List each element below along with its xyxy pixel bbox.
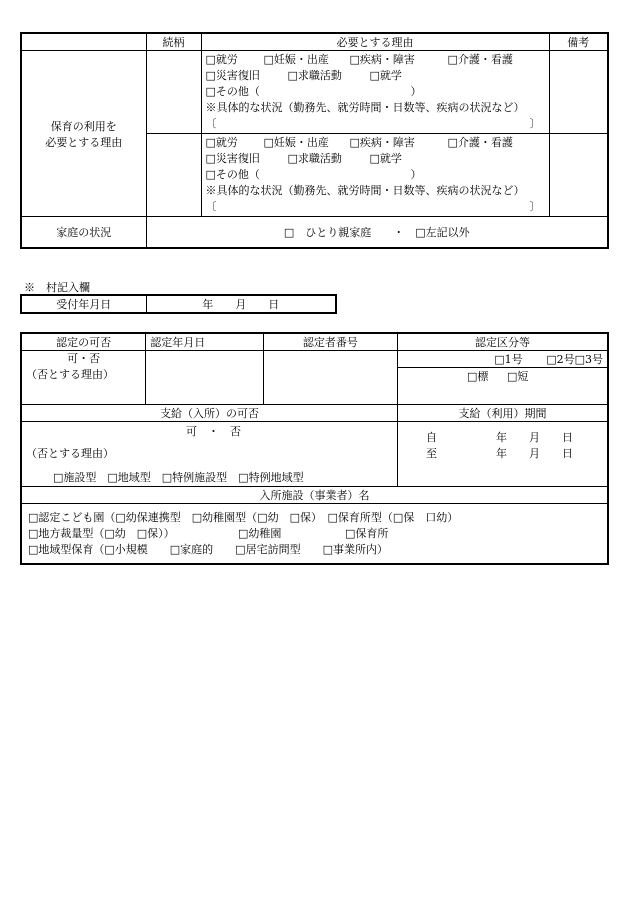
reason-header: 必要とする理由 bbox=[201, 33, 549, 51]
village-section-title: ※ 村記入欄 bbox=[24, 281, 90, 294]
category-row-2[interactable]: □標 □短 bbox=[398, 368, 608, 405]
approval-header: 認定の可否 bbox=[21, 333, 146, 351]
facility-cell[interactable]: □認定こども園（□幼保連携型 □幼稚園型（□幼 □保） □保育所型（□保 口幼） □地方裁量型（□幼 □保）） □幼稚園 □保育所 □地域型保育（□小規模 □家庭的 □居宅訪問型 □事業所内） bbox=[21, 504, 608, 564]
household-options[interactable]: □ ひとり親家庭 ・ □左記以外 bbox=[146, 217, 608, 248]
household-label: 家庭の状況 bbox=[21, 217, 146, 248]
approval-cell[interactable]: 可・否 （否とする理由） bbox=[21, 351, 146, 405]
period-header: 支給（利用）期間 bbox=[398, 405, 608, 422]
facility-header: 入所施設（事業者）名 bbox=[21, 487, 608, 504]
received-date-field[interactable]: 年 月 日 bbox=[146, 295, 336, 313]
payment-header: 支給（入所）の可否 bbox=[21, 405, 398, 422]
category-row-1[interactable]: □1号 □2号□3号 bbox=[398, 351, 608, 368]
relation-cell-1[interactable] bbox=[146, 51, 201, 134]
payment-cell[interactable]: 可 ・ 否 （否とする理由） □施設型 □地域型 □特例施設型 □特例地域型 bbox=[21, 422, 398, 487]
certifier-no-cell[interactable] bbox=[263, 351, 397, 405]
received-date-label: 受付年月日 bbox=[21, 295, 146, 313]
received-date-table bbox=[20, 294, 337, 314]
reason-table bbox=[20, 32, 609, 249]
relation-cell-2[interactable] bbox=[146, 134, 201, 217]
certification-table bbox=[20, 332, 609, 565]
remarks-cell-2[interactable] bbox=[549, 134, 608, 217]
period-cell[interactable]: 自 年 月 日 至 年 月 日 bbox=[398, 422, 608, 487]
relation-header: 続柄 bbox=[146, 33, 201, 51]
date-header: 認定年月日 bbox=[146, 333, 263, 351]
cert-date-cell[interactable] bbox=[146, 351, 263, 405]
row-label: 保育の利用を 必要とする理由 bbox=[21, 51, 146, 217]
category-header: 認定区分等 bbox=[398, 333, 608, 351]
certifier-no-header: 認定者番号 bbox=[263, 333, 397, 351]
remarks-header: 備考 bbox=[549, 33, 608, 51]
reason-cell-1[interactable]: □就労 □妊娠・出産 □疾病・障害 □介護・看護 □災害復旧 □求職活動 □就学 □その他（ ） ※具体的な状況（勤務先、就労時間・日数等、疾病の状況など） 〔 〕 bbox=[201, 51, 549, 134]
remarks-cell-1[interactable] bbox=[549, 51, 608, 134]
corner-cell bbox=[21, 33, 146, 51]
reason-cell-2[interactable]: □就労 □妊娠・出産 □疾病・障害 □介護・看護 □災害復旧 □求職活動 □就学 □その他（ ） ※具体的な状況（勤務先、就労時間・日数等、疾病の状況など） 〔 〕 bbox=[201, 134, 549, 217]
